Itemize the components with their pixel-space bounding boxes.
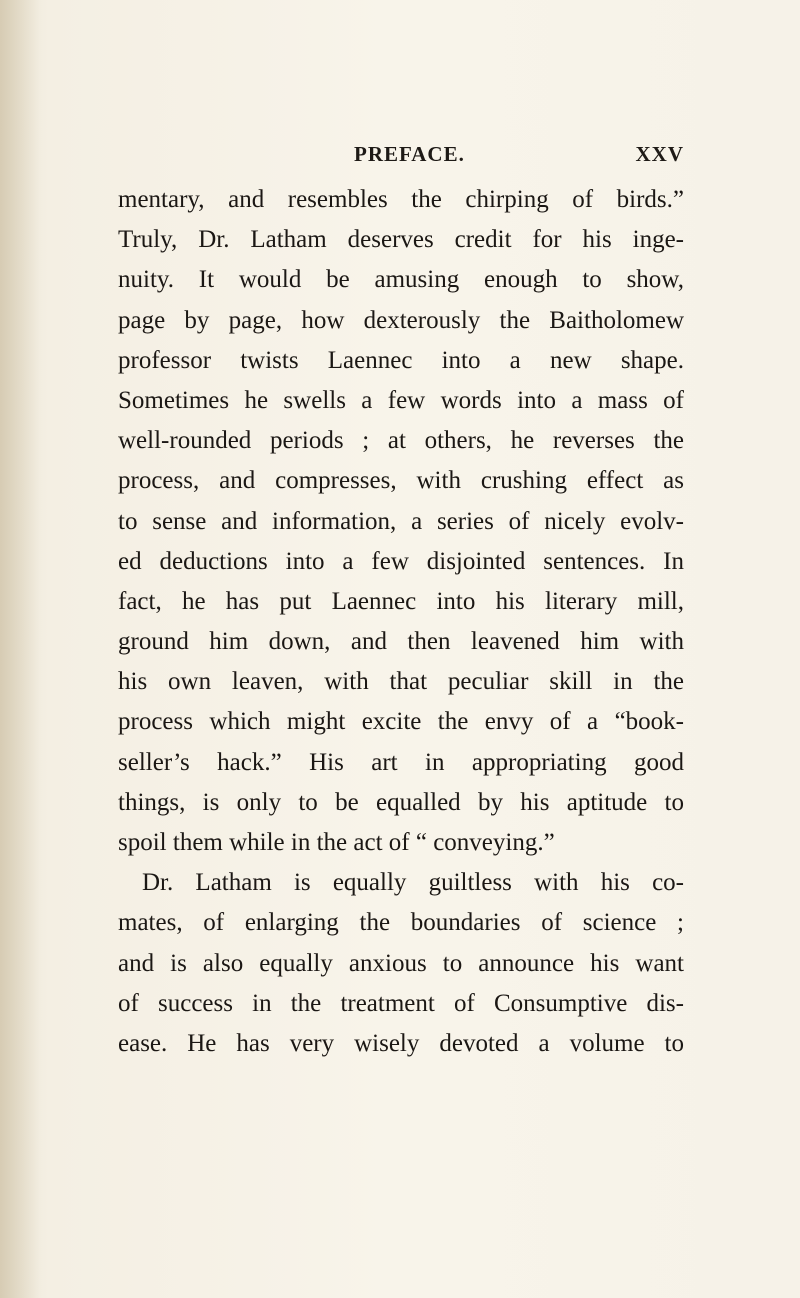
text-line: process, and compresses, with crushing effect as — [118, 467, 684, 495]
text-line: fact, he has put Laennec into his literary mill, — [118, 587, 684, 615]
page-header — [118, 142, 684, 172]
text-line: to sense and information, a series of nicely evolv- — [118, 507, 684, 535]
running-title: PREFACE. — [354, 142, 465, 166]
text-line: of success in the treatment of Consumptive dis- — [118, 989, 684, 1017]
text-line: process which might excite the envy of a “book- — [118, 708, 684, 736]
text-line: Sometimes he swells a few words into a mass of — [118, 386, 684, 414]
text-line: mates, of enlarging the boundaries of science ; — [118, 909, 684, 937]
text-line: things, is only to be equalled by his aptitude to — [118, 788, 684, 816]
page-number: XXV — [635, 142, 684, 166]
text-line: ed deductions into a few disjointed sentences. In — [118, 547, 684, 575]
text-line: professor twists Laennec into a new shape. — [118, 346, 684, 374]
text-line: ease. He has very wisely devoted a volume to — [118, 1029, 684, 1057]
text-line: mentary, and resembles the chirping of birds.” — [118, 186, 684, 213]
paragraph-start-line: Dr. Latham is equally guiltless with his co- — [142, 869, 684, 897]
text-line: his own leaven, with that peculiar skill in the — [118, 668, 684, 696]
text-line: page by page, how dexterously the Baitholomew — [118, 306, 684, 334]
text-line: well-rounded periods ; at others, he reverses the — [118, 427, 684, 455]
text-line: ground him down, and then leavened him with — [118, 628, 684, 656]
text-line: nuity. It would be amusing enough to show, — [118, 266, 684, 294]
text-line: seller’s hack.” His art in appropriating good — [118, 748, 684, 776]
text-line: Truly, Dr. Latham deserves credit for his inge- — [118, 226, 684, 254]
text-line: and is also equally anxious to announce his want — [118, 949, 684, 977]
paragraph-end-line: spoil them while in the act of “ conveying.” — [118, 829, 555, 856]
body-text — [118, 180, 684, 1064]
